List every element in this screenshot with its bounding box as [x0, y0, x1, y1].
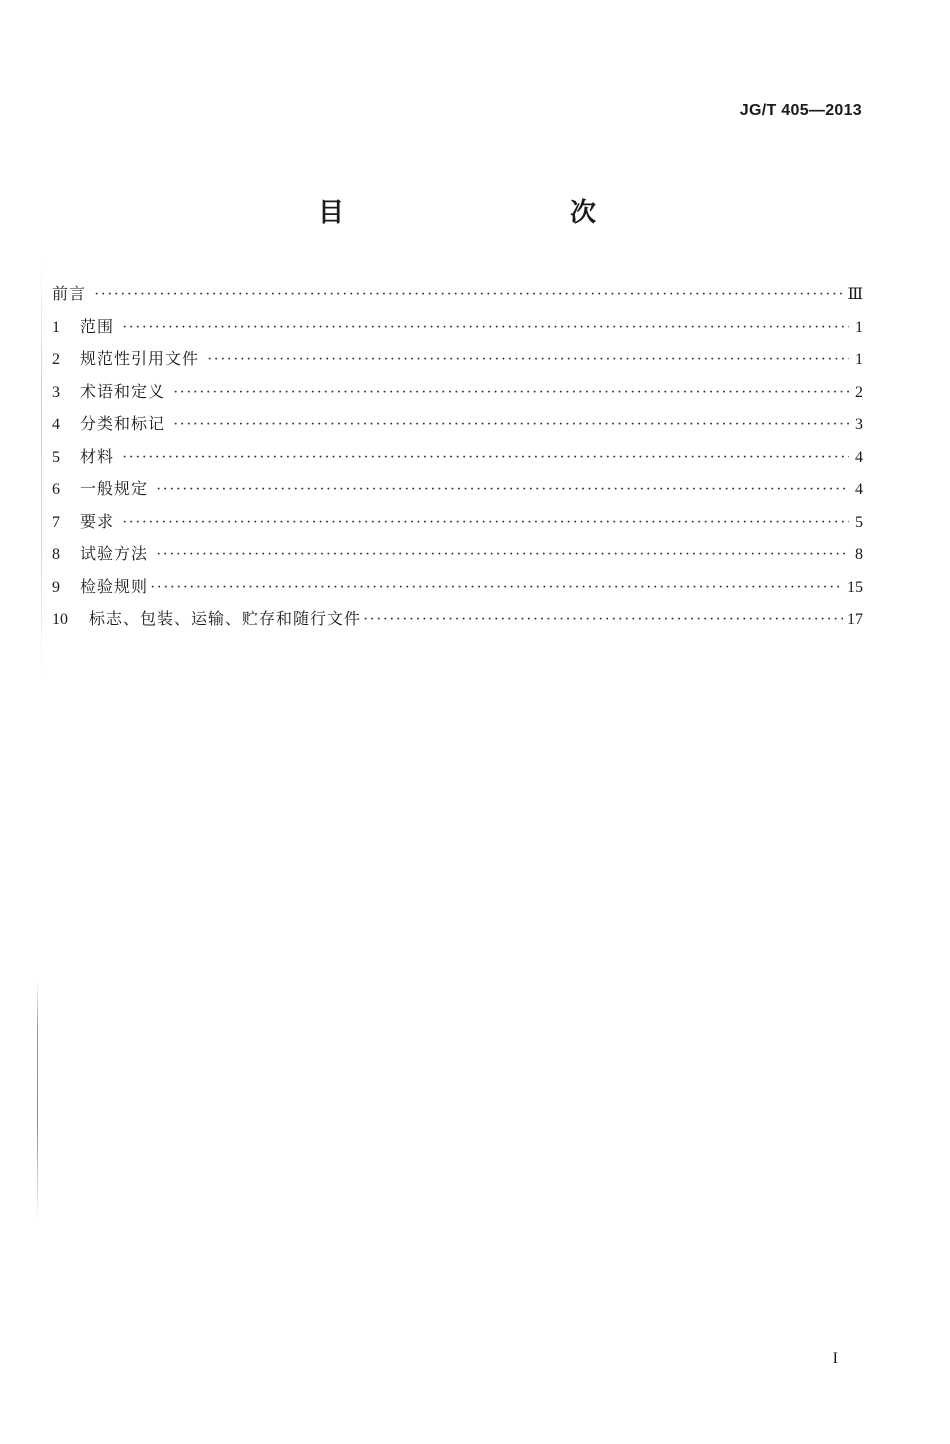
toc-entry-number: 1	[52, 318, 60, 336]
toc-entry-label: 要求	[80, 511, 115, 531]
toc-entry-number: 10	[52, 611, 68, 628]
toc-entry-label: 术语和定义	[80, 381, 166, 401]
toc-entry-label: 材料	[80, 446, 115, 466]
toc-dot-leader	[122, 442, 849, 475]
toc-dot-leader	[122, 312, 849, 345]
toc-dot-leader	[150, 572, 843, 605]
table-of-contents	[52, 278, 863, 636]
toc-entry-label: 标志、包装、运输、贮存和随行文件	[89, 609, 362, 628]
toc-dot-leader	[156, 539, 849, 572]
toc-entry-page: 3	[855, 416, 863, 433]
toc-entry-number: 2	[52, 351, 60, 368]
toc-entry-page: 8	[855, 546, 863, 563]
toc-entry-number: 4	[52, 416, 60, 433]
toc-entry-page: 1	[855, 351, 863, 368]
toc-entry-label: 一般规定	[80, 479, 149, 498]
toc-entry-number: 9	[52, 578, 60, 596]
toc-dot-leader	[156, 474, 849, 507]
document-code: JG/T 405—2013	[739, 102, 862, 119]
toc-entry-foreword[interactable]	[52, 278, 863, 311]
toc-entry-number: 5	[52, 448, 60, 466]
toc-entry-9[interactable]	[52, 571, 863, 604]
scan-edge-line-upper	[41, 260, 42, 680]
toc-entry-number: 6	[52, 481, 60, 498]
toc-entry-8[interactable]	[52, 538, 863, 571]
toc-entry-page: 15	[847, 578, 863, 596]
toc-entry-page: 17	[847, 611, 863, 628]
toc-entry-page: 1	[855, 318, 863, 336]
toc-entry-page: 4	[855, 448, 863, 466]
toc-entry-number: 3	[52, 383, 60, 401]
page-number: I	[832, 1350, 838, 1367]
toc-entry-number: 8	[52, 546, 60, 563]
toc-entry-5[interactable]	[52, 441, 863, 474]
toc-entry-page: 2	[855, 383, 863, 401]
toc-dot-leader	[173, 377, 849, 410]
toc-entry-page: 5	[855, 513, 863, 531]
toc-entry-number: 7	[52, 513, 60, 531]
toc-entry-label: 前言	[52, 284, 87, 303]
toc-entry-label: 规范性引用文件	[80, 349, 200, 368]
toc-entry-page: 4	[855, 481, 863, 498]
toc-entry-10[interactable]	[52, 603, 863, 636]
toc-title: 目 次	[317, 198, 654, 228]
toc-entry-label: 检验规则	[80, 576, 149, 596]
scan-edge-line-lower	[37, 980, 38, 1220]
toc-entry-7[interactable]	[52, 506, 863, 539]
toc-entry-label: 分类和标记	[80, 414, 166, 433]
toc-dot-leader	[173, 409, 849, 442]
toc-entry-label: 试验方法	[80, 544, 149, 563]
toc-dot-leader	[207, 344, 849, 377]
toc-dot-leader	[122, 507, 849, 540]
toc-dot-leader	[363, 604, 843, 637]
toc-dot-leader	[94, 279, 844, 312]
toc-entry-label: 范围	[80, 316, 115, 336]
toc-entry-3[interactable]	[52, 376, 863, 409]
toc-entry-1[interactable]	[52, 311, 863, 344]
toc-entry-page: Ⅲ	[847, 286, 863, 303]
toc-entry-6[interactable]	[52, 473, 863, 506]
toc-entry-2[interactable]	[52, 343, 863, 376]
toc-entry-4[interactable]	[52, 408, 863, 441]
